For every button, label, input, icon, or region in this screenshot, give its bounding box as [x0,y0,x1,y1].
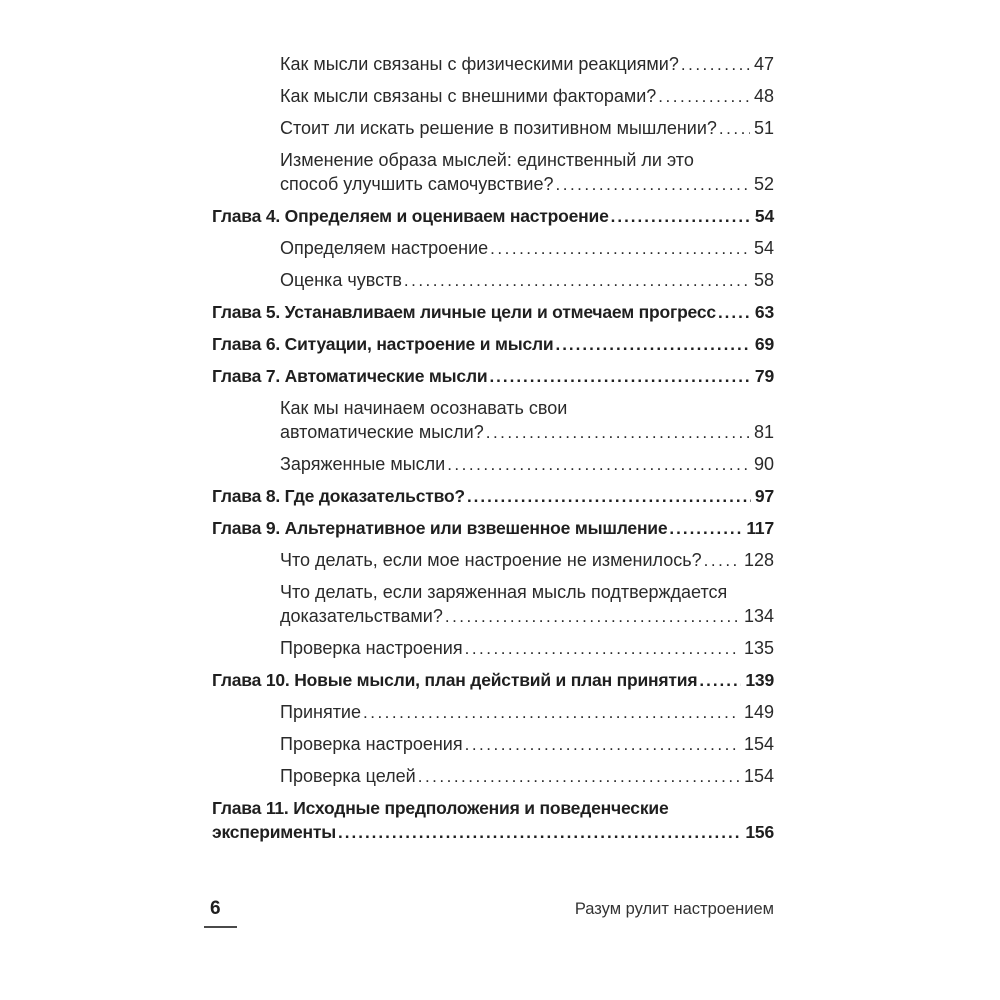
toc-line [280,236,774,261]
toc-entry-page-number: 69 [754,334,774,354]
toc-entry-page-number: 154 [743,766,774,786]
dot-leader [490,236,750,261]
toc-entry-section [212,636,774,661]
dot-leader [681,52,750,77]
toc-entry-page-number: 139 [745,670,774,690]
table-of-contents [212,52,774,852]
toc-line [212,204,774,229]
dot-leader [658,84,750,109]
dot-leader [718,300,751,325]
toc-line [212,796,774,820]
toc-entry-chapter [212,516,774,541]
toc-entry-section [212,764,774,789]
toc-line [280,84,774,109]
toc-entry-chapter [212,484,774,509]
page-footer [212,898,774,928]
toc-entry-title: Как мысли связаны с физическими реакциями? [280,54,679,74]
dot-leader [486,420,750,445]
dot-leader [669,516,742,541]
toc-entry-title: Что делать, если мое настроение не изменилось? [280,550,702,570]
toc-entry-page-number: 48 [753,86,774,106]
toc-entry-title: Принятие [280,702,361,722]
toc-entry-title: Изменение образа мыслей: единственный ли это [280,150,694,170]
toc-entry-title: Глава 6. Ситуации, настроение и мысли [212,334,554,354]
toc-line [280,116,774,141]
toc-entry-page-number: 58 [753,270,774,290]
toc-entry-chapter [212,796,774,845]
toc-entry-title: Определяем настроение [280,238,489,258]
dot-leader [418,764,740,789]
toc-entry-title: Глава 4. Определяем и оцениваем настроение [212,206,609,226]
toc-entry-page-number: 47 [753,54,774,74]
page-number: 6 [204,898,237,928]
toc-line [212,332,774,357]
dot-leader [404,268,750,293]
dot-leader [699,668,741,693]
toc-entry-section [212,732,774,757]
toc-entry-page-number: 135 [743,638,774,658]
toc-entry-section [212,148,774,197]
toc-line [280,636,774,661]
toc-line [280,148,774,172]
toc-entry-section [212,548,774,573]
toc-entry-page-number: 156 [745,822,774,842]
toc-entry-section [212,580,774,629]
dot-leader [467,484,751,509]
toc-entry-page-number: 79 [754,366,774,386]
toc-line [280,172,774,197]
toc-entry-title: Оценка чувств [280,270,402,290]
toc-entry-title: Что делать, если заряженная мысль подтверждается [280,582,728,602]
toc-entry-title: Глава 7. Автоматические мысли [212,366,488,386]
toc-line [280,268,774,293]
toc-entry-page-number: 149 [743,702,774,722]
toc-line [280,548,774,573]
toc-entry-page-number: 54 [753,238,774,258]
toc-entry-section [212,236,774,261]
dot-leader [338,820,741,845]
toc-line [280,764,774,789]
toc-entry-page-number: 117 [746,518,774,538]
dot-leader [704,548,740,573]
toc-line [212,484,774,509]
toc-entry-title: автоматические мысли? [280,422,484,442]
toc-line [280,732,774,757]
toc-entry-title: Глава 8. Где доказательство? [212,486,465,506]
dot-leader [556,172,750,197]
dot-leader [611,204,751,229]
toc-entry-chapter [212,332,774,357]
toc-entry-section [212,396,774,445]
toc-entry-title: Как мы начинаем осознавать свои [280,398,568,418]
dot-leader [465,636,740,661]
toc-line [212,820,774,845]
dot-leader [489,364,750,389]
toc-entry-page-number: 52 [753,174,774,194]
toc-entry-title: Стоит ли искать решение в позитивном мышлении? [280,118,717,138]
toc-line [280,604,774,629]
toc-entry-title: способ улучшить самочувствие? [280,174,554,194]
toc-entry-page-number: 81 [753,422,774,442]
running-title: Разум рулит настроением [574,900,774,918]
toc-entry-chapter [212,300,774,325]
toc-line [212,516,774,541]
toc-entry-page-number: 90 [753,454,774,474]
dot-leader [447,452,750,477]
toc-entry-title: Проверка настроения [280,638,463,658]
toc-entry-page-number: 128 [743,550,774,570]
toc-line [280,420,774,445]
toc-entry-section [212,452,774,477]
toc-entry-page-number: 54 [754,206,774,226]
toc-line [212,668,774,693]
toc-entry-page-number: 97 [754,486,774,506]
toc-entry-title: доказательствами? [280,606,443,626]
toc-entry-section [212,52,774,77]
toc-entry-chapter [212,668,774,693]
toc-entry-title: Заряженные мысли [280,454,446,474]
toc-entry-section [212,116,774,141]
toc-entry-section [212,268,774,293]
dot-leader [465,732,740,757]
toc-entry-title: Глава 5. Устанавливаем личные цели и отмечаем прогресс [212,302,716,322]
dot-leader [555,332,750,357]
toc-entry-page-number: 134 [743,606,774,626]
dot-leader [445,604,740,629]
toc-entry-title: Глава 9. Альтернативное или взвешенное мышление [212,518,668,538]
toc-entry-page-number: 51 [753,118,774,138]
toc-entry-title: Глава 10. Новые мысли, план действий и план принятия [212,670,698,690]
dot-leader [363,700,740,725]
toc-line [280,452,774,477]
toc-entry-title: Глава 11. Исходные предположения и поведенческие [212,798,669,818]
toc-entry-section [212,700,774,725]
toc-entry-chapter [212,204,774,229]
toc-line [280,580,774,604]
toc-entry-chapter [212,364,774,389]
toc-entry-title: эксперименты [212,822,337,842]
toc-entry-page-number: 154 [743,734,774,754]
toc-entry-title: Проверка настроения [280,734,463,754]
toc-line [280,52,774,77]
toc-line [212,364,774,389]
toc-entry-title: Как мысли связаны с внешними факторами? [280,86,657,106]
dot-leader [719,116,750,141]
toc-line [280,396,774,420]
toc-line [280,700,774,725]
toc-entry-section [212,84,774,109]
toc-entry-title: Проверка целей [280,766,416,786]
toc-entry-page-number: 63 [754,302,774,322]
toc-line [212,300,774,325]
